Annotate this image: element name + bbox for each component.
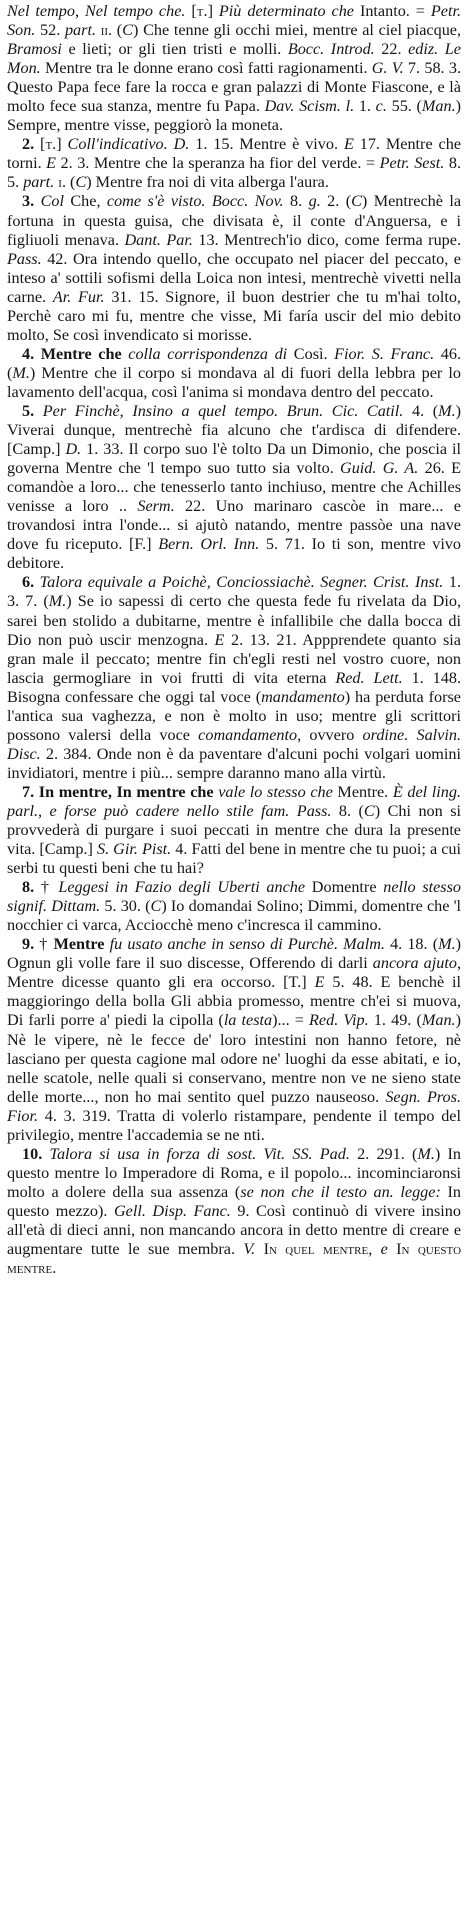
entry-paragraph-10: 10. Talora si usa in forza di sost. Vit. SS. Pad. 2. 291. (M.) In questo mentre lo Imperadore di Roma, e il popolo... incominciaronsi molto a dolere della sua assenza (se non che il testo an. legge: In questo mezzo). Gell. Disp. Fanc. 9. Così continuò di vivere insino all'età di dieci anni, non mancando ancora in detto mentre di creare e augmentare tutte le sue membra. V. In quel mentre, e In questo mentre. — [7, 1144, 462, 1278]
entry-paragraph-2: 2. [t.] Coll'indicativo. D. 1. 15. Mentre è vivo. E 17. Mentre che torni. E 2. 3. Mentre che la speranza ha fior del verde. = Petr. Sest. 8. 5. part. i. (C) Mentre fra noi di vita alberga l'aura. — [7, 135, 462, 192]
entry-paragraph-9: 9. † Mentre fu usato anche in senso di Purchè. Malm. 4. 18. (M.) Ognun gli volle fare il suo discesse, Offerendo di darli ancora ajuto, Mentre dicesse quanto gli era occorso. [T.] E 5. 48. E benchè il maggioringo della bolla Gli abbia promesso, mentre ch'ei si muova, Di farli porre a' piedi la cipolla (la testa)... = Red. Vip. 1. 49. (Man.) Nè le vipere, nè le fecce de' loro intestini non hanno fetore, nè lasciano per questa cagione mal odore ne' luoghi da esse abitati, e io, nelle scatole, nelle quali si conservano, mentre non ve ne sieno state delle morte..., non ho mai sentito quel puzzo nauseoso. Segn. Pros. Fior. 4. 3. 319. Tratta di volerlo ristampare, pendente il tempo del privilegio, mentre l'accademia se ne nti. — [7, 935, 462, 1144]
entry-paragraph-7: 7. In mentre, In mentre che vale lo stesso che Mentre. È del ling. parl., e forse può cadere nello stile fam. Pass. 8. (C) Chi non si provvederà di purgare i suoi peccati in mentre che dura la presente vita. [Camp.] S. Gir. Pist. 4. Fatti del bene in mentre che tu puoi; a cui serbi tu questi beni che tu hai? — [7, 782, 462, 878]
entry-paragraph-5: 5. Per Finchè, Insino a quel tempo. Brun. Cic. Catil. 4. (M.) Viverai dunque, mentrechè fia alcuno che t'ardisca di difendere. [Camp.] D. 1. 33. Il corpo suo l'è tolto Da un Dimonio, che poscia il governa Mentre che 'l tempo suo tutto sia volto. Guid. G. A. 26. E comandòe a loro... che tenesserlo tanto inchiuso, mentre che Achilles venisse a loro .. Serm. 22. Uno marinaro cascòe in mare... e trovandosi intra l'onde... si ajutò natando, mentre passòe una nave dove fu riceputo. [F.] Bern. Orl. Inn. 5. 71. Io ti son, mentre vivo debitore. — [7, 401, 462, 573]
entry-paragraph-3: 3. Col Che, come s'è visto. Bocc. Nov. 8. g. 2. (C) Mentrechè la fortuna in questa guisa, che divisata è, il conte d'Anguersa, e i figliuoli menava. Dant. Par. 13. Mentrech'io dico, come ferma rupe. Pass. 42. Ora intendo quello, che occupato nel piacer del peccato, e inteso a' sottili sofismi della Loica non intesi, mentrechè vivetti nella carne. Ar. Fur. 31. 15. Signore, il buon destrier che tu m'hai tolto, Perchè caro mi fu, mentre che visse, Mi faría uscir del mio debito molto, Se così invendicato si morisse. — [7, 192, 462, 344]
entry-paragraph-4: 4. Mentre che colla corrispondenza di Così. Fior. S. Franc. 46. (M.) Mentre che il corpo si mondava al di fuori della lebbra per lo lavamento dell'acqua, così l'anima si mondava dentro del peccato. — [7, 344, 461, 401]
entry-paragraph-6: 6. Talora equivale a Poichè, Conciossiachè. Segner. Crist. Inst. 1. 3. 7. (M.) Se io sapessi di certo che questa fede fu rivelata da Dio, sarei ben stolido a dubitarne, mentre è infallibile che dalla bocca di Dio non può uscir menzogna. E 2. 13. 21. Appprendete quanto sia gran male il peccato; mentre fin ch'egli resti nel vostro cuore, non lascia germogliare in voi frutti di vita eterna Red. Lett. 1. 148. Bisogna confessare che oggi tal voce (mandamento) ha perduta forse l'antica sua vaghezza, e non è molto in uso; mentre gli scrittori possono valersi della voce comandamento, ovvero ordine. Salvin. Disc. 2. 384. Onde non è da paventare d'alcuni pochi volgari uomini invidiatori, mentre i più... sempre daranno mano alla virtù. — [7, 573, 462, 782]
entry-paragraph-1: Nel tempo, Nel tempo che. [t.] Più determinato che Intanto. = Petr. Son. 52. part. ii. (C) Che tenne gli occhi miei, mentre al ciel piacque, Bramosi e lieti; or gli tien tristi e molli. Bocc. Introd. 22. ediz. Le Mon. Mentre tra le donne erano così fatti ragionamenti. G. V. 7. 58. 3. Questo Papa fece fare la rocca e gran palazzi di Monte Fiascone, e là molto fece sua stanza, mentre fu Papa. Dav. Scism. l. 1. c. 55. (Man.) Sempre, mentre visse, peggiorò la moneta. — [7, 2, 462, 135]
entry-paragraph-8: 8. † Leggesi in Fazio degli Uberti anche Domentre nello stesso signif. Dittam. 5. 30. (C) Io domandai Solino; Dimmi, domentre che 'l nocchier ci varca, Acciocchè meno c'incresca il cammino. — [7, 878, 462, 935]
